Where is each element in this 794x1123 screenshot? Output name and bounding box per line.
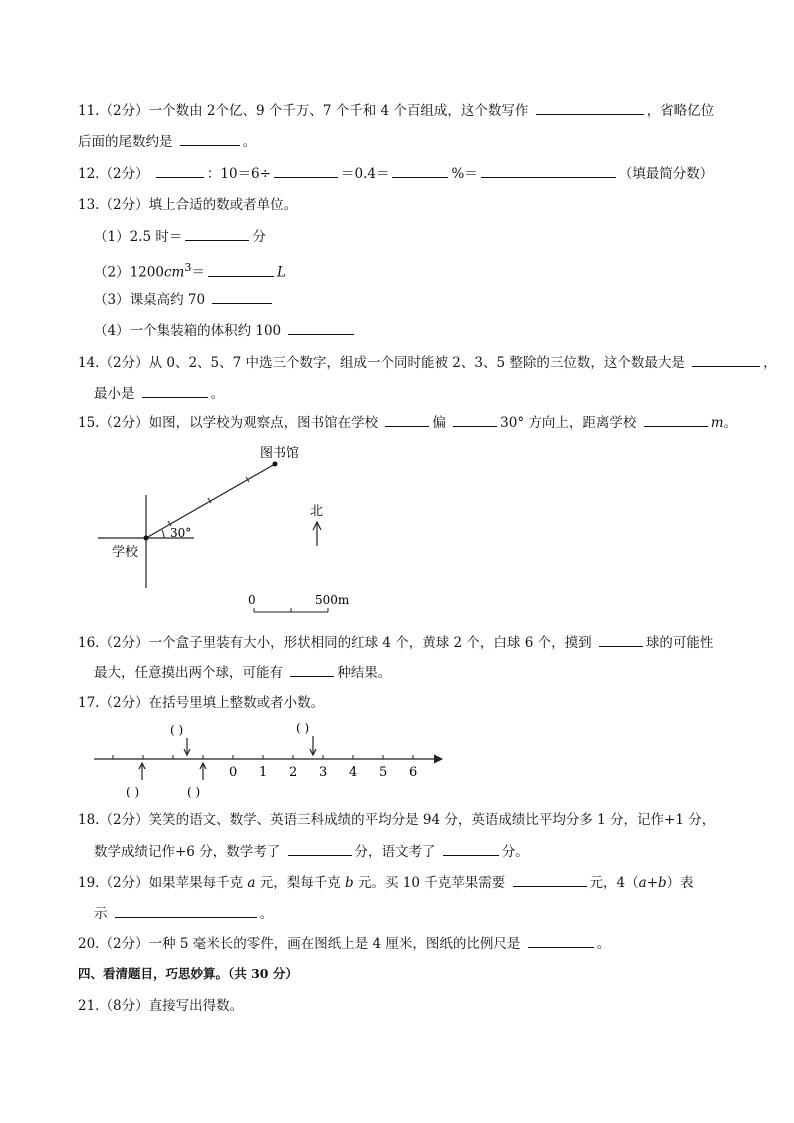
- question-12: 12.（2分） ：10＝6÷ ＝0.4＝ %＝ （填最简分数）: [78, 163, 713, 184]
- question-17: 17.（2分）在括号里填上整数或者小数。: [78, 695, 325, 711]
- angle-label: 30°: [170, 526, 192, 540]
- answer-blank[interactable]: [453, 412, 497, 427]
- answer-blank[interactable]: [288, 841, 352, 856]
- answer-blank[interactable]: [180, 131, 240, 146]
- answer-blank[interactable]: [212, 289, 272, 304]
- number-line-label: 4: [349, 765, 358, 780]
- answer-blank[interactable]: [443, 841, 499, 856]
- answer-blank[interactable]: [290, 662, 334, 677]
- answer-blank[interactable]: [392, 163, 448, 178]
- question-18-cont: 数学成绩记作+6 分，数学考了 分，语文考了 分。: [94, 841, 529, 862]
- answer-blank[interactable]: [481, 163, 616, 178]
- answer-blank[interactable]: [288, 320, 354, 335]
- number-line-label: 3: [319, 765, 328, 780]
- answer-blank[interactable]: [644, 412, 708, 427]
- question-13-item-1: （1）2.5 时＝ 分: [94, 226, 266, 247]
- answer-bracket[interactable]: ( ): [187, 785, 201, 799]
- question-21: 21.（8分）直接写出得数。: [78, 998, 244, 1014]
- question-14-cont: 最小是 。: [94, 383, 224, 404]
- question-13: 13.（2分）填上合适的数或者单位。: [78, 197, 298, 213]
- library-label: 图书馆: [260, 446, 300, 461]
- question-19-cont: 示 。: [94, 903, 273, 924]
- answer-blank[interactable]: [692, 352, 760, 367]
- question-16: 16.（2分）一个盒子里装有大小，形状相同的红球 4 个，黄球 2 个，白球 6 个，摸到 球的可能性: [78, 632, 713, 653]
- angle-arc: [162, 530, 164, 538]
- question-20: 20.（2分）一种 5 毫米长的零件，画在图纸上是 4 厘米，图纸的比例尺是 。: [78, 933, 610, 954]
- question-11-cont: 后面的尾数约是 。: [78, 131, 256, 152]
- answer-blank[interactable]: [156, 163, 204, 178]
- answer-blank[interactable]: [115, 903, 257, 918]
- question-14: 14.（2分）从 0、2、5、7 中选三个数字，组成一个同时能被 2、3、5 整除的三位数，这个数最大是 ，: [78, 352, 777, 373]
- direction-diagram: [90, 440, 370, 615]
- library-point: [273, 462, 278, 467]
- question-13-item-2: $(2)1200cm^3= L$: [94, 261, 286, 281]
- question-16-cont: 最大，任意摸出两个球，可能有 种结果。: [94, 662, 391, 683]
- north-label: 北: [310, 504, 324, 519]
- scale-distance: 500m: [315, 593, 350, 607]
- answer-blank[interactable]: [528, 933, 594, 948]
- answer-blank[interactable]: [385, 412, 429, 427]
- direction-line: [146, 464, 275, 538]
- number-line-arrowhead: [434, 755, 442, 763]
- answer-blank[interactable]: [208, 262, 274, 277]
- question-13-item-4: （4）一个集装箱的体积约 100: [94, 320, 357, 341]
- question-18: 18.（2分）笑笑的语文、数学、英语三科成绩的平均分是 94 分，英语成绩比平均分多 1 分，记作+1 分，: [78, 812, 716, 828]
- number-line-label: 5: [379, 765, 388, 780]
- scale-zero: 0: [248, 593, 256, 607]
- school-label: 学校: [112, 545, 139, 560]
- number-line-label: 2: [289, 765, 298, 780]
- section-title: 四、看清题目，巧思妙算。（共 30 分）: [78, 966, 298, 981]
- answer-blank[interactable]: [274, 163, 338, 178]
- answer-bracket[interactable]: ( ): [126, 785, 140, 799]
- answer-blank[interactable]: [536, 100, 644, 115]
- answer-blank[interactable]: [185, 226, 249, 241]
- answer-blank[interactable]: [513, 872, 587, 887]
- question-13-item-3: （3）课桌高约 70: [94, 289, 275, 310]
- answer-bracket[interactable]: ( ): [296, 721, 310, 735]
- answer-bracket[interactable]: ( ): [170, 723, 184, 737]
- question-number: 11.: [78, 103, 100, 119]
- question-15: 15.（2分）如图，以学校为观察点，图书馆在学校 偏 30° 方向上，距离学校 m。: [78, 412, 737, 433]
- question-19: 19.（2分）如果苹果每千克 a 元，梨每千克 b 元。买 10 千克苹果需要 元，4（a+b）表: [78, 872, 694, 893]
- number-line-label: 1: [259, 765, 268, 780]
- number-line-label: 6: [409, 765, 418, 780]
- answer-blank[interactable]: [142, 383, 208, 398]
- score: （2分）: [99, 103, 149, 119]
- question-11: 11.（2分）一个数由 2个亿、9 个千万、7 个千和 4 个百组成，这个数写作 ，省略亿位: [78, 100, 714, 121]
- number-line-label: 0: [229, 765, 238, 780]
- answer-blank[interactable]: [599, 632, 643, 647]
- number-line: [90, 718, 450, 800]
